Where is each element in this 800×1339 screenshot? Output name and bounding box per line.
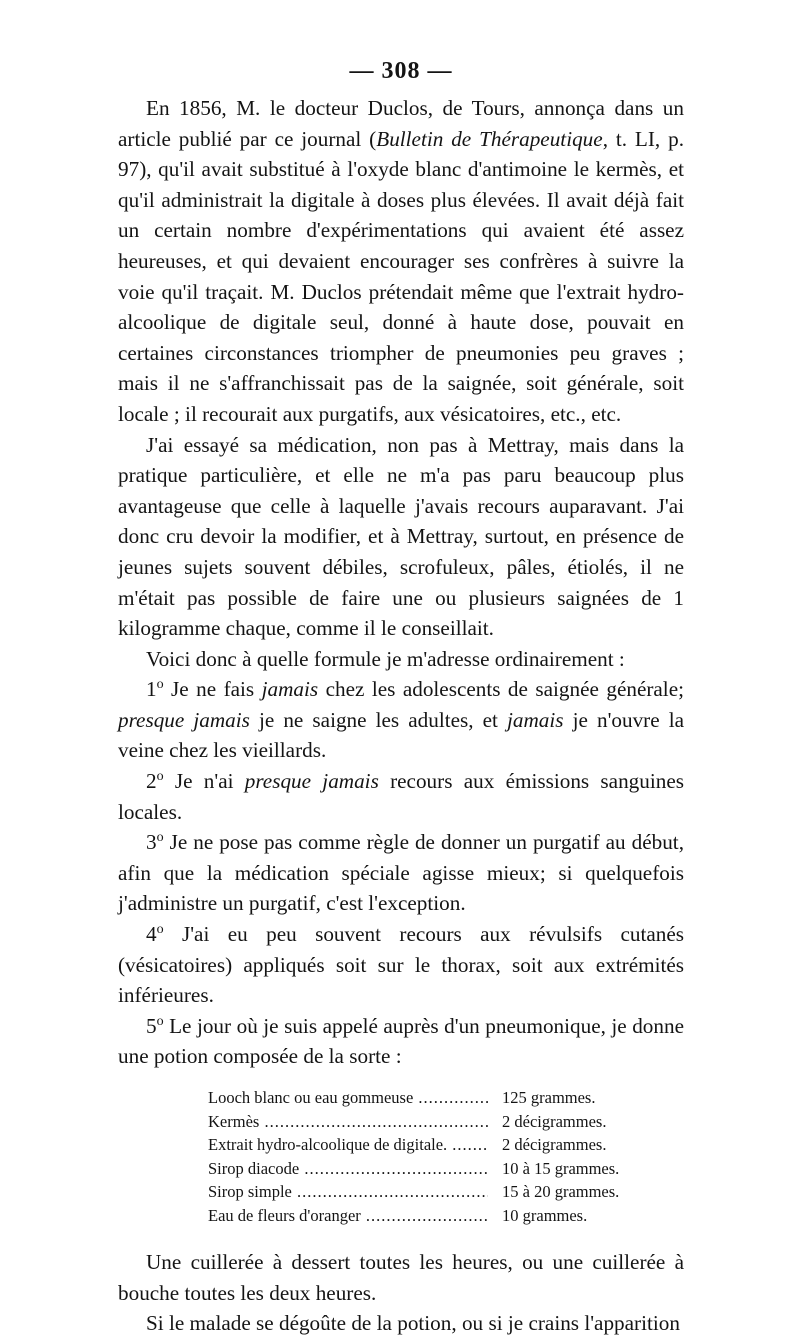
paragraph-text: En 1856, M. le docteur Duclos, de Tours, annonça dans un article publié par ce journal ( (118, 96, 684, 151)
degree-mark: o (156, 677, 164, 693)
journal-title: Bulletin de Thérapeutique (376, 126, 603, 151)
list-item-5 (118, 1011, 684, 1072)
ingredient-quantity: 2 décigrammes. (502, 1111, 607, 1131)
list-text: je n'ouvre la veine chez les vieillards. (118, 707, 685, 763)
page-number: — 308 — (349, 58, 453, 84)
list-item-3 (118, 827, 684, 919)
degree-mark: o (156, 769, 164, 784)
list-text: chez les adolescents de saignée générale; (318, 677, 684, 702)
paragraph-dosage: Une cuillerée à dessert toutes les heures, ou une cuillerée à bouche toutes les deux heures. (118, 1250, 684, 1305)
list-item-1 (118, 674, 684, 766)
prescription-formula (208, 1086, 684, 1227)
degree-mark: o (156, 830, 164, 846)
paragraph-formule-intro: Voici donc à quelle formule je m'adresse ordinairement : (146, 646, 625, 671)
formula-row (208, 1086, 684, 1110)
degree-mark: o (156, 921, 164, 937)
degree-mark: o (156, 1013, 164, 1029)
emphasis: jamais (507, 707, 564, 732)
paragraph-mettray: J'ai essayé sa médication, non pas à Mettray, mais dans la pratique particulière, et elle ne m'a pas paru beaucoup plus avantageuse que celle à laquelle j'avais recours auparavant. J'ai donc cru devoir la modifier, et à Mettray, surtout, en présence de jeunes sujets souvent débiles, scrofuleux, pâles, étiolés, il ne m'était pas possible de faire une ou plusieurs saignées de 1 kilogramme chaque, comme il le conseillait. (118, 432, 684, 641)
list-text: J'ai eu peu souvent recours aux révulsifs cutanés (vésicatoires) appliqués soit sur le thorax, soit aux extrémités inférieures. (118, 922, 684, 1008)
list-number: 2 (146, 769, 157, 794)
list-text: je ne saigne les adultes, et (249, 707, 508, 732)
ingredient-quantity: 2 décigrammes. (502, 1135, 607, 1154)
ingredient-name: Extrait hydro-alcoolique de digitale. ..... (208, 1133, 488, 1157)
formula-row (208, 1204, 684, 1228)
ingredient-name: Sirop simple ..... (208, 1180, 488, 1204)
ingredient-name: Eau de fleurs d'oranger ..... (208, 1204, 488, 1228)
list-number: 4 (146, 922, 157, 947)
formula-row (208, 1133, 684, 1157)
list-text: Je ne fais (163, 677, 262, 702)
ingredient-quantity: 10 grammes. (502, 1205, 588, 1225)
formula-row (208, 1180, 684, 1204)
ingredient-name: Sirop diacode ..... (208, 1157, 488, 1181)
ingredient-quantity: 125 grammes. (502, 1088, 596, 1107)
emphasis: jamais (261, 677, 319, 702)
list-text: Je n'ai (163, 769, 245, 794)
list-number: 3 (146, 830, 157, 855)
ingredient-name: Looch blanc ou eau gommeuse ..... (208, 1086, 488, 1110)
list-item-2 (118, 766, 684, 827)
ingredient-quantity: 15 à 20 grammes. (502, 1182, 620, 1201)
formula-row (208, 1157, 684, 1181)
list-number: 1 (146, 677, 157, 702)
formula-row (208, 1110, 684, 1134)
emphasis: presque jamais (244, 769, 379, 794)
document-page (118, 58, 684, 1339)
list-number: 5 (146, 1013, 157, 1038)
ingredient-quantity: 10 à 15 grammes. (502, 1158, 620, 1178)
paragraph-continuation: Si le malade se dégoûte de la potion, ou si je crains l'apparition (146, 1311, 680, 1336)
list-text: Le jour où je suis appelé auprès d'un pneumonique, je donne une potion composée de la sorte : (118, 1013, 684, 1069)
list-text: recours aux émissions sanguines locales. (118, 769, 684, 824)
list-item-4 (118, 919, 684, 1011)
emphasis: presque jamais (118, 707, 250, 732)
ingredient-name: Kermès ..... (208, 1110, 488, 1134)
paragraph-duclos (118, 93, 684, 430)
list-text: Je ne pose pas comme règle de donner un purgatif au début, afin que la médication spéciale agisse mieux; si quelquefois j'administre un purgatif, c'est l'exception. (118, 830, 684, 916)
paragraph-text: , t. LI, p. 97), qu'il avait substitué à l'oxyde blanc d'antimoine le kermès, et qu'il administrait la digitale à doses plus élevées. Il avait déjà fait un certain nombre d'expérimentations qui avaient été assez heureuses, et qui devaient encourager ses confrères à suivre la voie qu'il traçait. M. Duclos prétendait même que l'extrait hydro-alcoolique de digitale seul, donné à haute dose, pouvait en certaines circonstances triompher de pneumonies peu graves ; mais il ne s'affranchissait pas de la saignée, soit générale, soit locale ; il recourait aux purgatifs, aux vésicatoires, etc., etc. (118, 126, 685, 426)
